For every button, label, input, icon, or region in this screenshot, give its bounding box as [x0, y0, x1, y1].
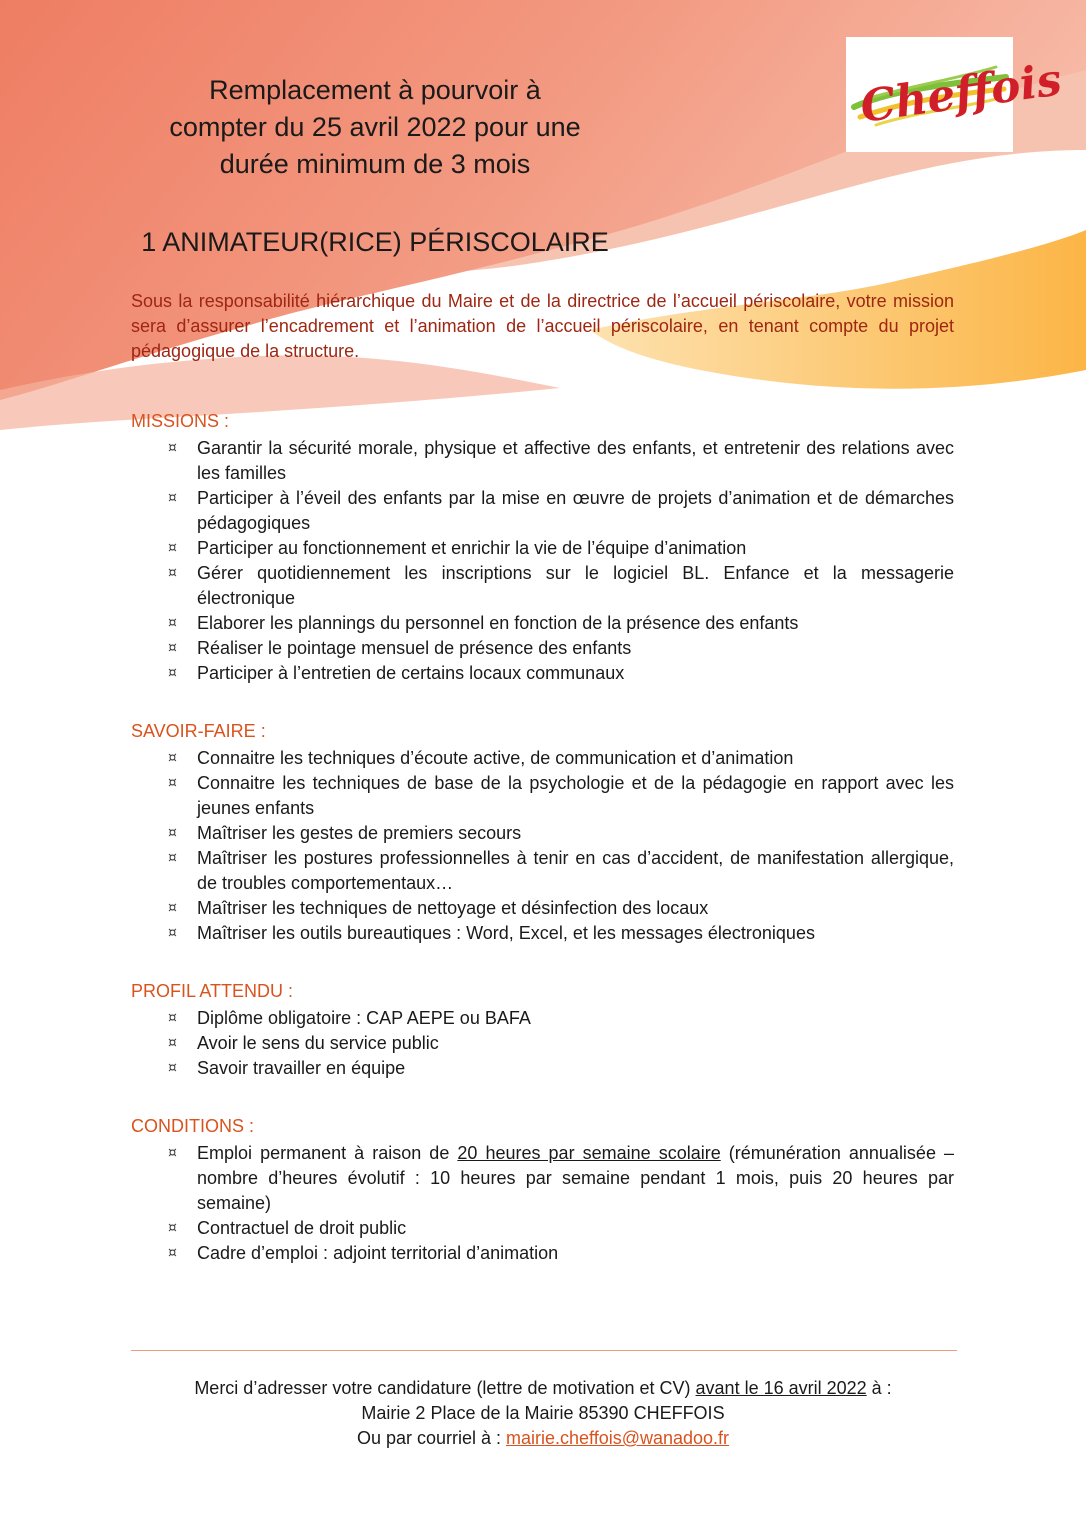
title-line: compter du 25 avril 2022 pour une	[169, 112, 581, 142]
list-item: ¤ Elaborer les plannings du personnel en fonction de la présence des enfants	[131, 611, 954, 636]
list-item: ¤ Avoir le sens du service public	[131, 1031, 954, 1056]
list-item: ¤ Savoir travailler en équipe	[131, 1056, 954, 1081]
list-item: ¤ Maîtriser les techniques de nettoyage et désinfection des locaux	[131, 896, 954, 921]
list-item: ¤ Contractuel de droit public	[131, 1216, 954, 1241]
bullet-icon: ¤	[168, 1245, 177, 1261]
bullet-icon: ¤	[168, 775, 177, 791]
deadline: avant le 16 avril 2022	[695, 1378, 867, 1398]
list-item: ¤ Diplôme obligatoire : CAP AEPE ou BAFA	[131, 1006, 954, 1031]
bullet-icon: ¤	[168, 565, 177, 581]
profil-heading: PROFIL ATTENDU :	[131, 981, 294, 1001]
list-item: ¤ Maîtriser les gestes de premiers secours	[131, 821, 954, 846]
bullet-icon: ¤	[168, 925, 177, 941]
savoir-faire-list	[131, 746, 954, 946]
list-item: ¤ Garantir la sécurité morale, physique et affective des enfants, et entretenir des relations avec les familles	[168, 438, 954, 483]
list-item: ¤ Connaitre les techniques d’écoute active, de communication et d’animation	[131, 746, 954, 771]
bullet-icon: ¤	[168, 540, 177, 556]
hours-highlight: 20 heures par semaine scolaire	[457, 1143, 721, 1163]
missions-list	[131, 436, 954, 686]
bullet-icon: ¤	[168, 1035, 177, 1051]
list-item: ¤ Maîtriser les postures professionnelles à tenir en cas d’accident, de manifestation allergique, de troubles comportementaux…	[168, 848, 954, 893]
page-title	[120, 72, 630, 183]
bullet-icon: ¤	[168, 825, 177, 841]
bullet-icon: ¤	[168, 1220, 177, 1236]
profil-list	[131, 1006, 954, 1081]
bullet-icon: ¤	[168, 490, 177, 506]
footer-line-1: Merci d’adresser votre candidature (lettre de motivation et CV) avant le 16 avril 2022 à :	[194, 1378, 892, 1398]
svg-text:Cheffois: Cheffois	[857, 54, 1065, 133]
bullet-icon: ¤	[168, 850, 177, 866]
bullet-icon: ¤	[168, 615, 177, 631]
job-title: 1 ANIMATEUR(RICE) PÉRISCOLAIRE	[141, 227, 609, 257]
list-item: ¤ Connaitre les techniques de base de la psychologie et de la pédagogie en rapport avec les jeunes enfants	[168, 773, 954, 818]
list-item: ¤ Emploi permanent à raison de 20 heures par semaine scolaire (rémunération annualisée – nombre d’heures évolutif : 10 heures par semaine pendant 1 mois, puis 20 heures par semaine)	[168, 1143, 955, 1213]
list-item: ¤ Cadre d’emploi : adjoint territorial d’animation	[131, 1241, 954, 1266]
list-item: ¤ Participer au fonctionnement et enrichir la vie de l’équipe d’animation	[131, 536, 954, 561]
conditions-list	[131, 1141, 954, 1266]
intro-paragraph: Sous la responsabilité hiérarchique du Maire et de la directrice de l’accueil périscolaire, votre mission sera d’assurer l’encadrement et l’animation de l’accueil périscolaire, en tenant compte du projet pédagogique de la structure.	[131, 291, 954, 361]
bullet-icon: ¤	[168, 640, 177, 656]
missions-heading: MISSIONS :	[131, 411, 230, 431]
bullet-icon: ¤	[168, 1145, 177, 1161]
bullet-icon: ¤	[168, 750, 177, 766]
footer-address: Mairie 2 Place de la Mairie 85390 CHEFFOIS	[361, 1403, 725, 1423]
bullet-icon: ¤	[168, 665, 177, 681]
title-line: Remplacement à pourvoir à	[209, 75, 541, 105]
list-item: ¤ Maîtriser les outils bureautiques : Word, Excel, et les messages électroniques	[131, 921, 954, 946]
savoir-faire-heading: SAVOIR-FAIRE :	[131, 721, 266, 741]
list-item: ¤ Gérer quotidiennement les inscriptions sur le logiciel BL. Enfance et la messagerie électronique	[168, 563, 954, 608]
list-item: ¤ Participer à l’entretien de certains locaux communaux	[131, 661, 954, 686]
bullet-icon: ¤	[168, 900, 177, 916]
list-item: ¤ Réaliser le pointage mensuel de présence des enfants	[131, 636, 954, 661]
cheffois-logo	[846, 37, 1065, 152]
bullet-icon: ¤	[168, 1060, 177, 1076]
email-link[interactable]: mairie.cheffois@wanadoo.fr	[506, 1428, 730, 1448]
title-line: durée minimum de 3 mois	[219, 149, 531, 179]
conditions-heading: CONDITIONS :	[131, 1116, 255, 1136]
bullet-icon: ¤	[168, 1010, 177, 1026]
bullet-icon: ¤	[168, 440, 177, 456]
footer-line-3: Ou par courriel à : mairie.cheffois@wanadoo.fr	[356, 1428, 730, 1448]
list-item: ¤ Participer à l’éveil des enfants par la mise en œuvre de projets d’animation et de démarches pédagogiques	[168, 488, 954, 533]
footer-divider	[131, 1350, 957, 1351]
